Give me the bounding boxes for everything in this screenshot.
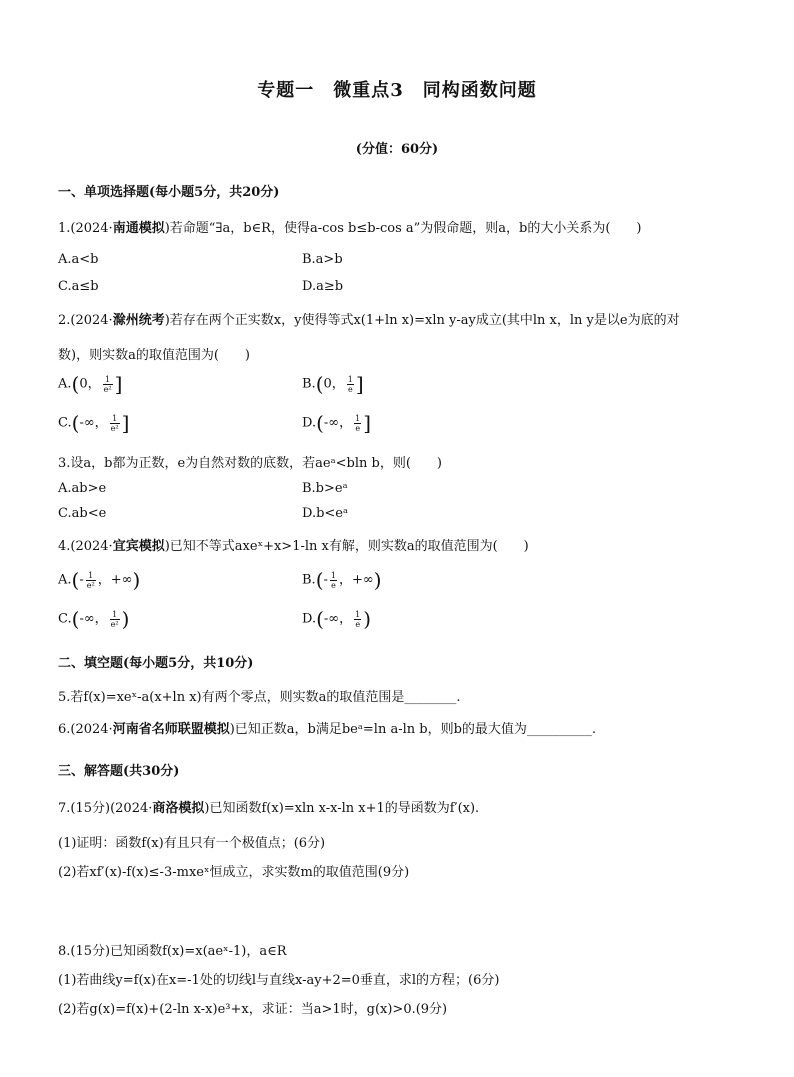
- question-source: 宜宾模拟: [112, 539, 165, 554]
- q4-option-a: A.(- $\frac{1}{\text{e²}}$ ，+∞): [58, 568, 141, 592]
- question-7: 7.(15分)(2024·商洛模拟)已知函数f(x)=xln x-x-ln x+1的导函数为f′(x).: [58, 801, 480, 816]
- q4-option-b: B.(- $\frac{1}{e}$ ，+∞): [302, 568, 382, 592]
- q1-option-a: A.a<b: [58, 252, 99, 267]
- q2-option-c: C.(-∞， $\frac{1}{\text{e²}}$ ]: [58, 411, 130, 435]
- q3-option-a: A.ab>e: [58, 481, 107, 496]
- q1-option-b: B.a>b: [302, 252, 343, 267]
- q3-option-b: B.b>eᵃ: [302, 481, 348, 496]
- question-3: 3.设a，b都为正数，e为自然对数的底数，若aeᵃ<bln b，则( ): [58, 456, 442, 471]
- question-7-part-2: (2)若xf′(x)-f(x)≤-3-mxeˣ恒成立，求实数m的取值范围(9分): [58, 865, 410, 880]
- question-7-part-1: (1)证明：函数f(x)有且只有一个极值点；(6分): [58, 836, 326, 851]
- q2-option-b: B.(0， $\frac{1}{e}$ ]: [302, 372, 364, 396]
- question-4: 4.(2024·宜宾模拟)已知不等式axeˣ+x>1-ln x有解，则实数a的取值范围为( ): [58, 539, 529, 554]
- question-source: 商洛模拟: [152, 801, 205, 816]
- section-heading-fill: 二、填空题(每小题5分，共10分): [58, 656, 254, 671]
- question-8-part-2: (2)若g(x)=f(x)+(2-ln x-x)e³+x，求证：当a>1时，g(x)>0.(9分): [58, 1002, 448, 1017]
- page-title: 专题一 微重点3 同构函数问题: [257, 80, 537, 101]
- section-heading-choice: 一、单项选择题(每小题5分，共20分): [58, 185, 280, 200]
- score-note: (分值：60分): [355, 142, 439, 157]
- question-6: 6.(2024·河南省名师联盟模拟)已知正数a，b满足beᵃ=ln a-ln b，则b的最大值为__________.: [58, 722, 597, 737]
- q1-option-d: D.a≥b: [302, 279, 344, 294]
- question-source: 滁州统考: [112, 313, 165, 328]
- question-8-part-1: (1)若曲线y=f(x)在x=-1处的切线l与直线x-ay+2=0垂直，求l的方程；(6分): [58, 973, 500, 988]
- question-1: 1.(2024·南通模拟)若命题“∃a，b∈R，使得a-cos b≤b-cos a”为假命题，则a，b的大小关系为( ): [58, 221, 642, 236]
- question-source: 南通模拟: [112, 221, 165, 236]
- question-source: 河南省名师联盟模拟: [112, 722, 230, 737]
- q3-option-c: C.ab<e: [58, 506, 107, 521]
- question-8: 8.(15分)已知函数f(x)=x(aeˣ-1)，a∈R: [58, 944, 287, 959]
- q2-option-a: A.(0， $\frac{1}{\text{e²}}$ ]: [58, 372, 123, 396]
- q2-option-d: D.(-∞， $\frac{1}{e}$ ]: [302, 411, 372, 435]
- question-2: 2.(2024·滁州统考)若存在两个正实数x，y使得等式x(1+ln x)=xln y-ay成立(其中ln x，ln y是以e为底的对: [58, 313, 680, 328]
- q4-option-d: D.(-∞， $\frac{1}{e}$ ): [302, 607, 372, 631]
- q3-option-d: D.b<eᵃ: [302, 506, 349, 521]
- question-5: 5.若f(x)=xeˣ-a(x+ln x)有两个零点，则实数a的取值范围是________.: [58, 690, 461, 705]
- q1-option-c: C.a≤b: [58, 279, 99, 294]
- question-2-cont: 数)，则实数a的取值范围为( ): [58, 348, 250, 363]
- section-heading-solve: 三、解答题(共30分): [58, 764, 180, 779]
- q4-option-c: C.(-∞， $\frac{1}{\text{e²}}$ ): [58, 607, 130, 631]
